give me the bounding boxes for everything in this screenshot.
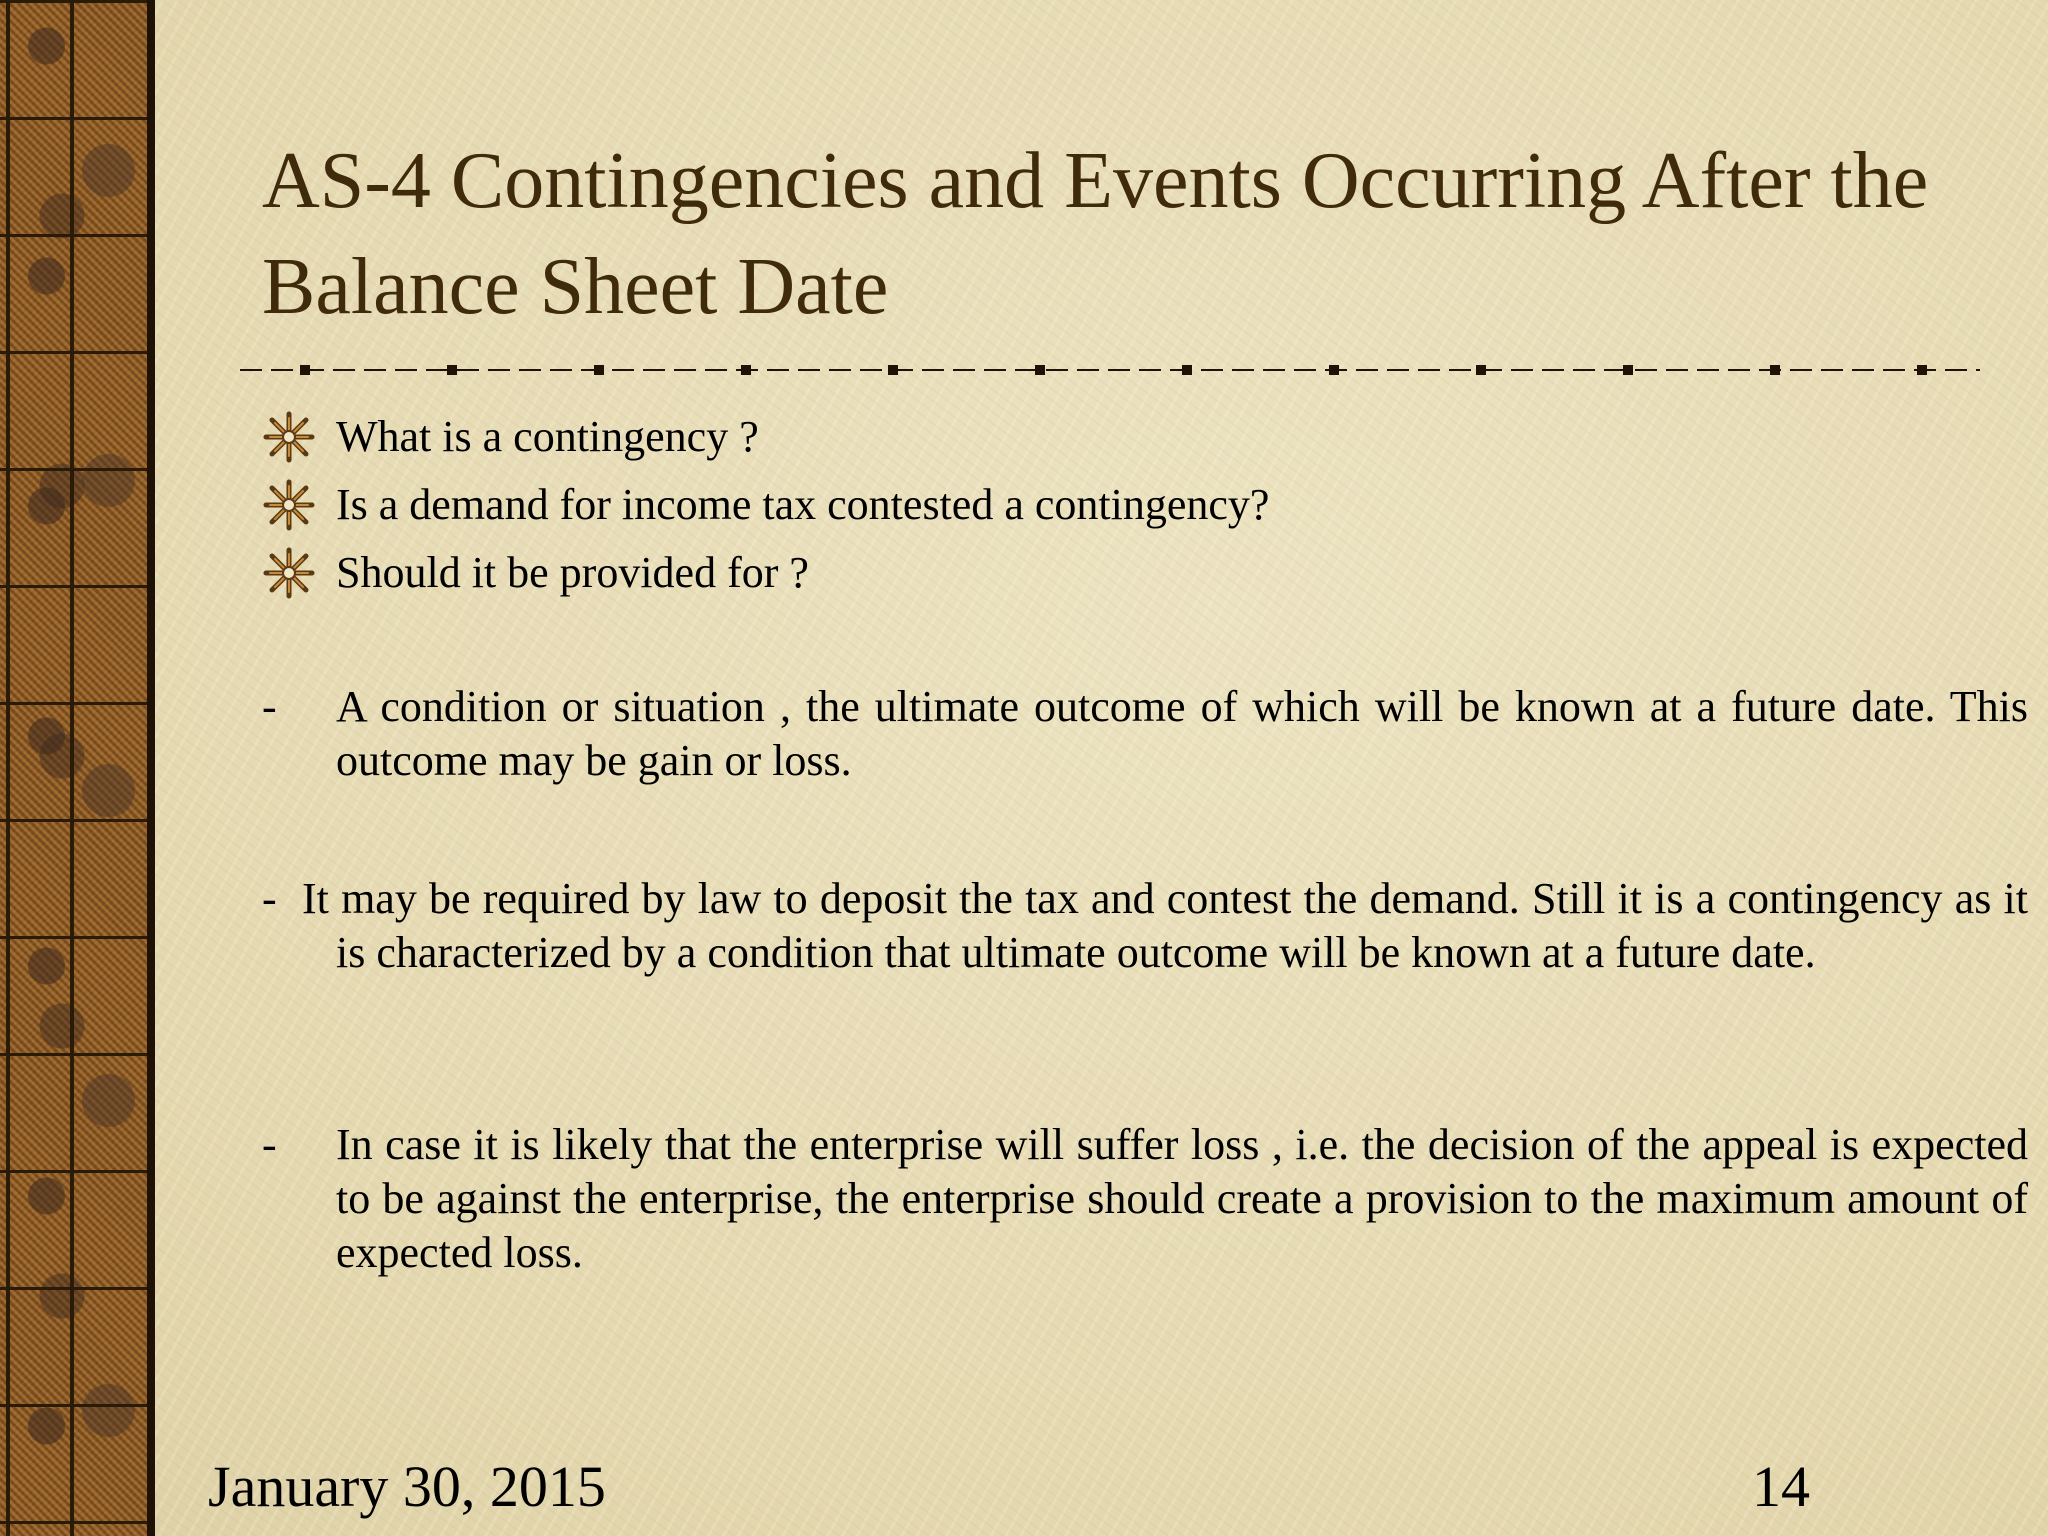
list-item	[262, 471, 1962, 539]
list-item	[262, 403, 1962, 471]
bullet-text: What is a contingency ?	[336, 412, 759, 461]
paragraph-text: A condition or situation , the ultimate outcome of which will be known at a future date. This outcome may be gain or loss.	[336, 682, 2028, 785]
dash-marker: -	[262, 682, 277, 731]
footer-date: January 30, 2015	[208, 1454, 606, 1519]
title-divider	[240, 362, 1980, 378]
question-list	[262, 403, 1962, 607]
answer-paragraph	[262, 1118, 2028, 1280]
decorative-side-panel	[0, 0, 155, 1536]
star-burst-icon	[262, 546, 316, 600]
bullet-text: Is a demand for income tax contested a contingency?	[336, 480, 1270, 529]
panel-edge	[147, 0, 155, 1536]
paragraph-text: It may be required by law to deposit the tax and contest the demand. Still it is a contingency as it is characterized by a condition that ultimate outcome will be known at a future date.	[302, 874, 2028, 977]
page-number: 14	[1752, 1454, 1810, 1519]
list-item	[262, 539, 1962, 607]
bullet-text: Should it be provided for ?	[336, 548, 809, 597]
paragraph-text: In case it is likely that the enterprise will suffer loss , i.e. the decision of the appeal is expected to be against the enterprise, the enterprise should create a provision to the maximum amount of expected loss.	[336, 1120, 2028, 1277]
panel-line	[70, 0, 74, 1536]
answer-paragraph	[262, 872, 2028, 980]
panel-line	[6, 0, 10, 1536]
slide-title: AS-4 Contingencies and Events Occurring After the Balance Sheet Date	[262, 137, 1929, 331]
answer-paragraph	[262, 680, 2028, 788]
dash-marker: -	[262, 1120, 277, 1169]
star-burst-icon	[262, 410, 316, 464]
star-burst-icon	[262, 478, 316, 532]
dash-marker: -	[262, 874, 277, 923]
